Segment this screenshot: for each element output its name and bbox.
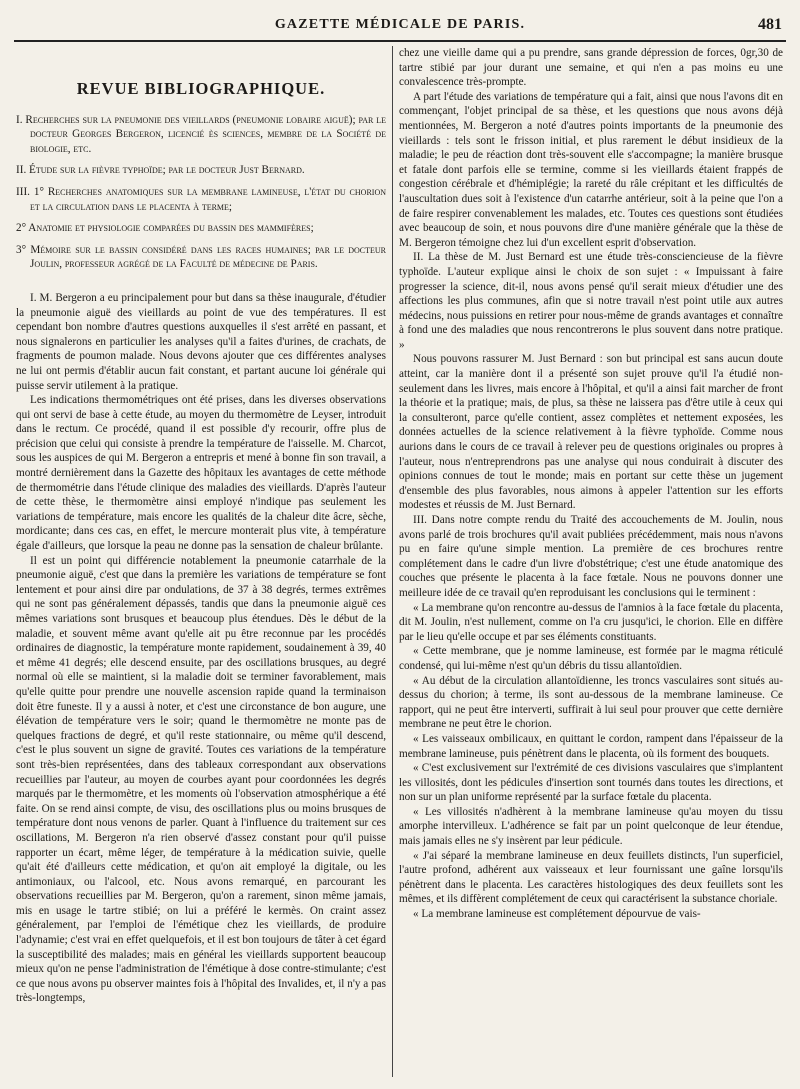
page-header	[14, 14, 786, 42]
reviewed-work-2: II. Étude sur la fièvre typhoïde; par le docteur Just Bernard.	[16, 164, 305, 177]
body-paragraph: chez une vieille dame qui a pu prendre, sans grande dépression de forces, 0gr,30 de tartre stibié par jour durant une semaine, et qui n'en a pas moins eu une convalescence très-prompte.	[399, 47, 783, 89]
reviewed-work-3c: 3° Mémoire sur le bassin considéré dans les races humaines; par le docteur Joulin, professeur agrégé de la Faculté de médecine de Paris.	[16, 243, 386, 271]
quoted-conclusion: « Cette membrane, que je nomme lamineuse, est formée par le magma réticulé condensé, qui lui-même n'est qu'un débris du tissu allantoïdien.	[399, 645, 783, 672]
body-paragraph: I. M. Bergeron a eu principalement pour but dans sa thèse inaugurale, d'étudier la pneumonie aiguë des vieillards au point de vue des températures. Il est cependant bon nombre d'autres questions auxquelles il s'est arrêté en passant, et nous signalerons en particulier les analyses qu'il a faites d'urines, de crachats, de fragments de poumon malade. Nous devons ajouter que ces différentes analyses ne lui ont permis d'établir aucun fait constant, et partant aucune loi générale qui puisse servir utilement à la pratique.	[16, 291, 386, 392]
quoted-conclusion: « J'ai séparé la membrane lamineuse en deux feuillets distincts, l'un superficiel, l'autre profond, adhérent aux vaisseaux et leur fournissant une gaîne lorsqu'ils pénètrent dans le placenta. Les caractères histologiques des deux feuillets sont les mêmes, et ils diffèrent complétement de ceux qui caractérisent la substance choriale.	[399, 849, 783, 906]
reviewed-works-list	[16, 113, 386, 272]
body-paragraph: A part l'étude des variations de température qui a fait, ainsi que nous l'avons dit en commençant, l'objet principal de sa thèse, et les questions que nous avons déjà mentionnées, M. Bergeron a noté d'autres points importants de la pneumonie des vieillards : tels sont le frisson initial, et plus rarement le début insidieux de la maladie; le peu de réaction dont très-souvent elle s'accompagne; la manière brusque et fatale dont parfois elle se termine, comme si les vieillards étaient frappés de congestion cérébrale et d'hémiplégie; la rareté du râle crépitant et les difficultés de l'auscultation dues soit à l'existence d'un catarrhe antérieur, soit à la peine que l'on a de faire respirer convenablement les malades, etc. Toutes ces questions sont étudiées avec beaucoup de soin, et nous pouvons dire d'une manière générale que la thèse de M. Bergeron témoigne chez lui d'un excellent esprit d'observation.	[399, 90, 783, 249]
quoted-conclusion: « Au début de la circulation allantoïdienne, les troncs vasculaires sont situés au-dessus du chorion; à terme, ils sont au-dessous de la membrane lamineuse. Ce rapport, qui ne peut être interverti, suffirait à lui seul pour prouver que cette dernière membrane ne peut être le chorion.	[399, 674, 783, 731]
section-spacer	[16, 279, 386, 291]
column-divider	[392, 46, 393, 1077]
left-column	[16, 46, 386, 1079]
body-paragraph: II. La thèse de M. Just Bernard est une étude très-consciencieuse de la fièvre typhoïde. L'auteur explique ainsi le choix de son sujet : « Impuissant à faire progresser la science, dit-il, nous avons pensé qu'il serait mieux d'étudier une des affections les plus communes, afin que si notre travail n'est point utile aux autres médecins, nous puissions en retirer pour nous-même de grands avantages et connaître à fond une des maladies que nous rencontrerons le plus souvent dans notre pratique. »	[399, 251, 783, 351]
right-column	[399, 46, 783, 1079]
quoted-conclusion: « La membrane lamineuse est complétement dépourvue de vais-	[413, 908, 701, 921]
journal-title: GAZETTE MÉDICALE DE PARIS.	[274, 17, 526, 32]
review-title: REVUE BIBLIOGRAPHIQUE.	[76, 79, 326, 98]
reviewed-work-3b: 2° Anatomie et physiologie comparées du bassin des mammifères;	[16, 222, 314, 235]
quoted-conclusion: « La membrane qu'on rencontre au-dessus de l'amnios à la face fœtale du placenta, dit M. Joulin, n'est nullement, comme on l'a cru jusqu'ici, le chorion. Elle en diffère par le lieu qu'elle occupe et par ses éléments constituants.	[399, 601, 783, 643]
page-number: 481	[758, 16, 782, 33]
quoted-conclusion: « C'est exclusivement sur l'extrémité de ces divisions vasculaires que s'implantent les villosités, dont les pédicules d'insertion sont tournés dans toutes les directions, et non sur un plan uniforme représenté par la surface fœtale du placenta.	[399, 762, 783, 804]
body-paragraph: Les indications thermométriques ont été prises, dans les diverses observations qui ont servi de base à cette étude, au moyen du thermomètre de Leyser, introduit dans le rectum. Ce procédé, quand il est possible d'y recourir, offre plus de précision que celui qui consiste à prendre la température de l'aisselle. M. Charcot, sous les auspices de qui M. Bergeron a entrepris et mené à bonne fin son travail, a montré dernièrement dans la Gazette des hôpitaux les avantages de cette méthode de thermométrie dans l'étude clinique des maladies des vieillards. D'après l'auteur de cette thèse, le thermomètre ainsi employé n'indique pas seulement les variations de température, mais encore les qualités de la chaleur dite âcre, sèche, mordicante; dans ces cas, en effet, le mercure monterait plus vite, à température égale d'ailleurs, que lorsque la peau ne donne pas la sensation de chaleur brûlante.	[16, 394, 386, 553]
reviewed-work-3a: III. 1° Recherches anatomiques sur la membrane lamineuse, l'état du chorion et la circulation dans le placenta à terme;	[16, 185, 386, 213]
body-paragraph: Nous pouvons rassurer M. Just Bernard : son but principal est sans aucun doute atteint, car la manière dont il a présenté son sujet prouve qu'il l'a étudié non-seulement dans les livres, mais encore à l'hôpital, et qu'il a ainsi fait marcher de front la théorie et la pratique; mais, de plus, sa thèse ne laissera pas d'être utile à ceux qui la consulteront, parce qu'elle contient, assez complètes et nettement exposées, les données actuelles de la science relativement à la fièvre typhoïde. Comme nous aurions dans le cours de ce travail à relever peu de questions originales ou propres à l'auteur, nous n'entreprendrons pas une analyse qui nous conduirait à discuter des opinions connues de tout le monde; mais en portant sur cette thèse un jugement d'ensemble des plus favorables, nous aimons à appeler l'attention sur les efforts modestes et réussis de M. Just Bernard.	[399, 353, 783, 512]
quoted-conclusion: « Les villosités n'adhèrent à la membrane lamineuse qu'au moyen du tissu amorphe intervilleux. L'adhérence se fait par un point quelconque de leur étendue, mais jamais elles ne s'y insèrent par leur pédicule.	[399, 805, 783, 848]
body-paragraph: III. Dans notre compte rendu du Traité des accouchements de M. Joulin, nous avons parlé de trois brochures qu'il avait publiées précédemment, mais nous n'avons pu en faire qu'une simple mention. La première de ces brochures rentre complétement dans le cadre d'un livre d'obstétrique; c'est une étude anatomique des couches que présente le placenta à la face fœtale. Nous ne pouvons donner une meilleure idée de ce travail qu'en reproduisant les conclusions qui le terminent :	[399, 514, 783, 599]
reviewed-work-1: I. Recherches sur la pneumonie des vieillards (pneumonie lobaire aiguë); par le docteur Georges Bergeron, licencié ès sciences, membre de la Société de biologie, etc.	[16, 113, 386, 155]
quoted-conclusion: « Les vaisseaux ombilicaux, en quittant le cordon, rampent dans l'épaisseur de la membrane lamineuse, puis pénètrent dans le placenta, où ils forment des bouquets.	[399, 732, 783, 760]
body-paragraph: Il est un point qui différencie notablement la pneumonie catarrhale de la pneumonie aiguë, c'est que dans la première les variations de température se font lentement et pour ainsi dire par ondulations, de 37 à 38 degrés, termes extrêmes qui ne sont pas généralement dépassés, tandis que dans la pneumonie aiguë ces mêmes variations sont brusques et beaucoup plus étendues. Dès le début de la maladie, et souvent même avant qu'elle ait pu être reconnue par les procédés ordinaires de diagnostic, la température monte rapidement, soudainement à 39, 40 et même 41 degrés; elle descend ensuite, par des oscillations brusques, au degré normal où elle se maintient, si la maladie doit se terminer favorablement, mais qu'elle quitte pour prendre une nouvelle ascension rapide quand la terminaison doit être funeste. Il y a aussi à noter, et c'est une circonstance de bon augure, une élévation de température vers le soir; quand le thermomètre ne monte pas de quelques fractions de degré, et qu'il reste stationnaire, ou même qu'il descend, c'est le plus souvent un signe de gravité. Toutes ces variations de la température sont très-bien représentées, dans des tableaux correspondant aux observations recueillies par l'auteur, au moyen de courbes ayant pour coordonnées les degrés marqués par le thermomètre, et les moments où l'observation atmosphérique a été faite. On se rend ainsi compte, de visu, des oscillations plus ou moins brusques de température dont nous venons de parler. Quant à l'influence du traitement sur ces oscillations, M. Bergeron n'a rien observé d'assez constant pour qu'il puisse rapporter un écart, même léger, de température à la médication suivie, quelle qu'ait été d'ailleurs cette médication, et qu'on ait employé la digitale, ou les antimoniaux, ou l'alcool, etc. Nous avons remarqué, en parcourant les observations recueillies par M. Bergeron, qu'on a rarement, sinon même jamais, mis en usage le tartre stibié; on lui a préféré le kermès. On craint assez généralement, par l'emploi de l'émétique chez les vieillards, de produire l'adynamie; c'est vrai en effet quelquefois, et il est bon toujours de tâter à cet égard la susceptibilité des malades; mais en général les vieillards supportent beaucoup mieux qu'on ne pense l'administration de l'émétique à dose contre-stimulante; c'est ce que nous avons pu observer maintes fois à l'hôpital des Invalides, et, il n'y a pas très-longtemps,	[16, 554, 386, 1005]
